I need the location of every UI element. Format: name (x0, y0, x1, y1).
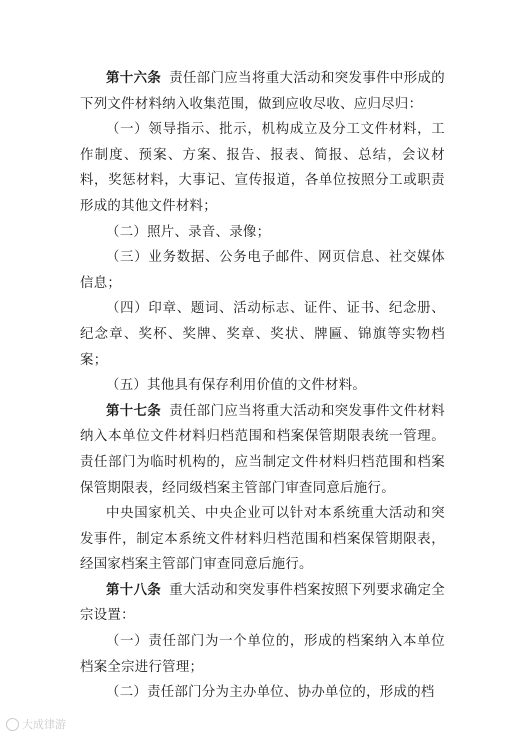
document-body (80, 66, 445, 706)
weibo-logo-icon (6, 718, 19, 731)
article-heading: 第十七条 (106, 402, 162, 419)
paragraph-text: 重大活动和突发事件档案按照下列要求确定全宗设置： (80, 582, 445, 624)
list-item-4: （四）印章、题词、活动标志、证件、证书、纪念册、纪念章、奖杯、奖牌、奖章、奖状、牌匾、锦旗等实物档案； (80, 301, 445, 368)
list-item-1: （一）责任部门为一个单位的，形成的档案纳入本单位档案全宗进行管理； (80, 634, 445, 675)
paragraph-text: 责任部门应当将重大活动和突发事件文件材料纳入本单位文件材料归档范围和档案保管期限表统一管理。责任部门为临时机构的，应当制定文件材料归档范围和档案保管期限表，经同级档案主管部门审查同意后施行。 (80, 403, 445, 496)
paragraph-central-agencies: 中央国家机关、中央企业可以针对本系统重大活动和突发事件，制定本系统文件材料归档范围和档案保管期限表，经国家档案主管部门审查同意后施行。 (80, 506, 445, 573)
list-item-2: （二）责任部门分为主办单位、协办单位的，形成的档 (106, 685, 435, 701)
list-item-5: （五）其他具有保存利用价值的文件材料。 (106, 378, 367, 394)
list-item-2: （二）照片、录音、录像； (106, 224, 271, 240)
paragraph-article-17 (80, 399, 445, 501)
list-item-3: （三）业务数据、公务电子邮件、网页信息、社交媒体信息； (80, 250, 445, 291)
article-heading: 第十六条 (106, 70, 162, 86)
watermark (6, 716, 66, 732)
paragraph-article-18 (80, 578, 445, 629)
article-heading: 第十八条 (106, 581, 162, 598)
paragraph-text: 责任部门应当将重大活动和突发事件中形成的下列文件材料纳入收集范围，做到应收尽收、应归尽归： (80, 71, 445, 112)
list-item-1: （一）领导指示、批示，机构成立及分工文件材料，工作制度、预案、方案、报告、报表、简报、总结，会议材料，奖惩材料，大事记、宣传报道，各单位按照分工或职责形成的其他文件材料； (80, 122, 445, 214)
paragraph-article-16 (80, 66, 445, 117)
watermark-text: 大成律游 (22, 718, 66, 731)
